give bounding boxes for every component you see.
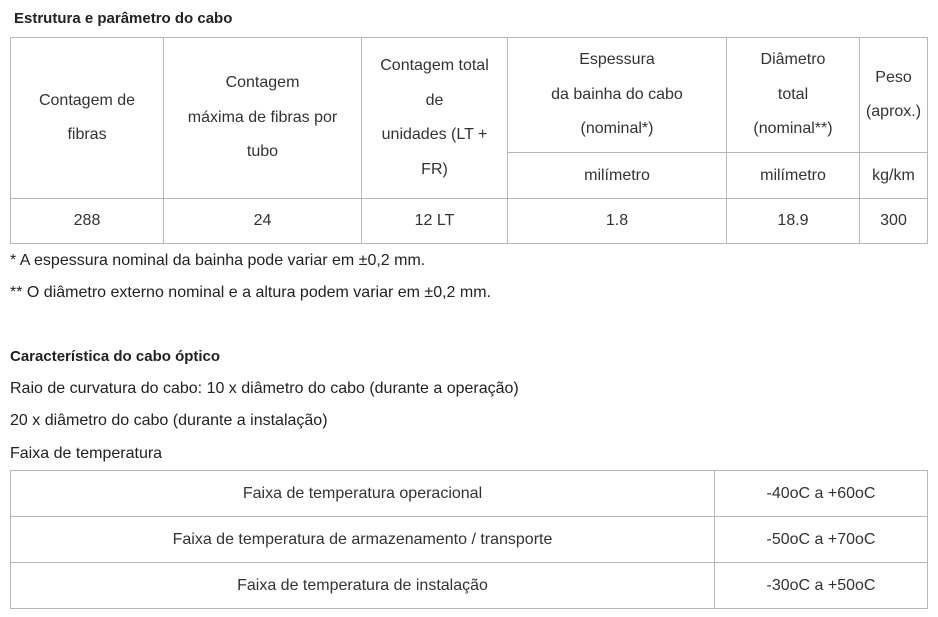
bend-radius-operation: Raio de curvatura do cabo: 10 x diâmetro do cabo (durante a operação) — [10, 380, 519, 397]
temp-value-operational: -40oC a +60oC — [715, 471, 928, 517]
header-weight: Peso (aprox.) — [860, 38, 928, 153]
temperature-range-label: Faixa de temperatura — [10, 445, 163, 462]
value-total-diameter: 18.9 — [727, 199, 860, 244]
value-total-units: 12 LT — [362, 199, 508, 244]
table-row — [11, 471, 928, 517]
cable-structure-table — [10, 37, 928, 244]
value-fiber-count: 288 — [11, 199, 164, 244]
section-title-structure: Estrutura e parâmetro do cabo — [14, 10, 233, 27]
temp-label-installation: Faixa de temperatura de instalação — [11, 563, 715, 609]
header-fiber-count: Contagem de fibras — [11, 38, 164, 199]
bend-radius-installation: 20 x diâmetro do cabo (durante a instalação) — [10, 412, 328, 429]
temp-label-storage: Faixa de temperatura de armazenamento / transporte — [11, 517, 715, 563]
temp-label-operational: Faixa de temperatura operacional — [11, 471, 715, 517]
header-sheath-thickness: Espessura da bainha do cabo (nominal*) — [508, 38, 727, 153]
value-max-fibers-per-tube: 24 — [164, 199, 362, 244]
temperature-table — [10, 470, 928, 609]
table-row — [11, 517, 928, 563]
section-title-characteristics: Característica do cabo óptico — [10, 348, 221, 365]
temp-value-storage: -50oC a +70oC — [715, 517, 928, 563]
table-row — [11, 563, 928, 609]
note-external-diameter: ** O diâmetro externo nominal e a altura podem variar em ±0,2 mm. — [10, 284, 491, 301]
value-weight: 300 — [860, 199, 928, 244]
temp-value-installation: -30oC a +50oC — [715, 563, 928, 609]
header-total-units: Contagem total de unidades (LT + FR) — [362, 38, 508, 199]
unit-total-diameter: milímetro — [727, 153, 860, 199]
unit-weight: kg/km — [860, 153, 928, 199]
value-sheath-thickness: 1.8 — [508, 199, 727, 244]
header-max-fibers-per-tube: Contagem máxima de fibras por tubo — [164, 38, 362, 199]
header-total-diameter: Diâmetro total (nominal**) — [727, 38, 860, 153]
note-sheath-thickness: * A espessura nominal da bainha pode variar em ±0,2 mm. — [10, 252, 426, 269]
unit-sheath-thickness: milímetro — [508, 153, 727, 199]
